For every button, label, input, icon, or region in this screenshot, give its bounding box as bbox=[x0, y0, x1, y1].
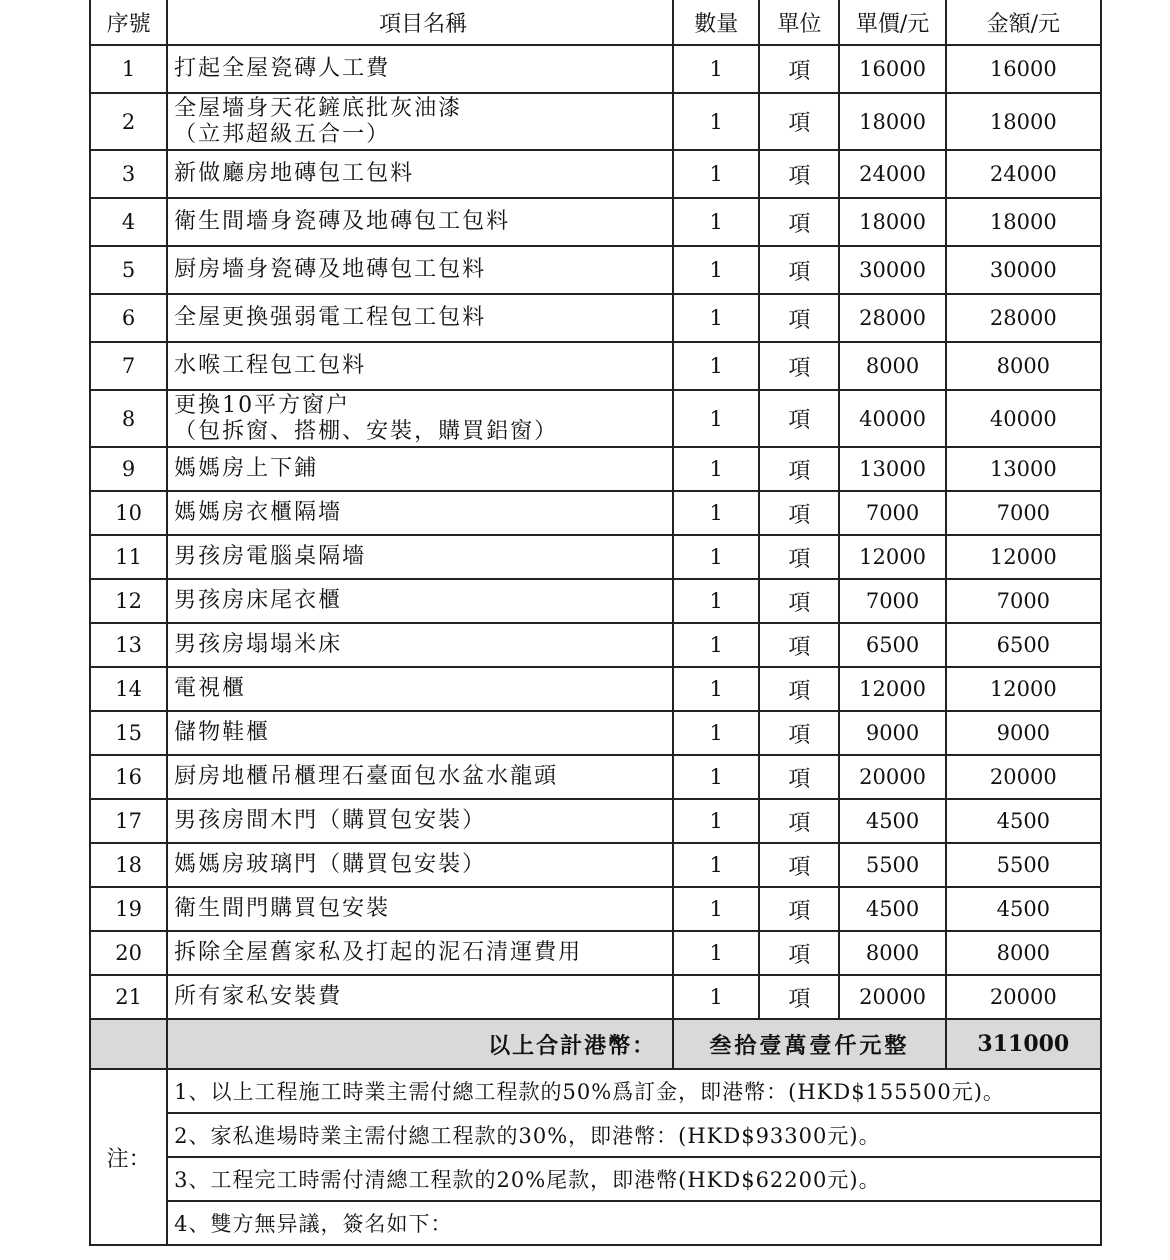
total-label: 以上合計港幣： bbox=[167, 1019, 673, 1069]
row-unit: 項 bbox=[759, 887, 839, 931]
row-unit-price: 28000 bbox=[839, 294, 945, 342]
row-quantity: 1 bbox=[673, 93, 759, 150]
row-amount: 30000 bbox=[946, 246, 1101, 294]
row-unit-price: 18000 bbox=[839, 198, 945, 246]
row-unit-price: 16000 bbox=[839, 45, 945, 93]
row-unit-price: 7000 bbox=[839, 579, 945, 623]
table-header-row bbox=[90, 0, 1101, 45]
row-quantity: 1 bbox=[673, 799, 759, 843]
row-unit-price: 20000 bbox=[839, 755, 945, 799]
note-row bbox=[90, 1069, 1101, 1113]
header-item-name: 項目名稱 bbox=[167, 0, 673, 45]
row-item-name bbox=[167, 150, 673, 198]
row-amount: 6500 bbox=[946, 623, 1101, 667]
item-name-line: 媽媽房上下鋪 bbox=[174, 456, 319, 481]
row-item-name bbox=[167, 623, 673, 667]
row-unit-price: 20000 bbox=[839, 975, 945, 1019]
row-unit: 項 bbox=[759, 447, 839, 491]
quotation-table bbox=[89, 0, 1102, 1246]
row-item-name bbox=[167, 342, 673, 390]
row-unit: 項 bbox=[759, 711, 839, 755]
row-seq: 13 bbox=[90, 623, 167, 667]
row-seq: 9 bbox=[90, 447, 167, 491]
row-amount: 8000 bbox=[946, 342, 1101, 390]
row-seq: 15 bbox=[90, 711, 167, 755]
table-row bbox=[90, 931, 1101, 975]
row-unit: 項 bbox=[759, 667, 839, 711]
table-row bbox=[90, 294, 1101, 342]
row-seq: 2 bbox=[90, 93, 167, 150]
row-seq: 16 bbox=[90, 755, 167, 799]
row-seq: 20 bbox=[90, 931, 167, 975]
item-name-subline: （立邦超級五合一） bbox=[174, 121, 391, 147]
row-amount: 4500 bbox=[946, 799, 1101, 843]
row-amount: 12000 bbox=[946, 535, 1101, 579]
row-seq: 5 bbox=[90, 246, 167, 294]
table-row bbox=[90, 93, 1101, 150]
row-seq: 11 bbox=[90, 535, 167, 579]
note-item: 2、家私進場時業主需付總工程款的30%，即港幣：(HKD$93300元)。 bbox=[167, 1113, 1101, 1157]
table-row bbox=[90, 198, 1101, 246]
row-unit: 項 bbox=[759, 45, 839, 93]
row-seq: 21 bbox=[90, 975, 167, 1019]
item-name-line: 衛生間門購買包安裝 bbox=[174, 896, 391, 921]
row-unit: 項 bbox=[759, 755, 839, 799]
row-item-name bbox=[167, 887, 673, 931]
note-item: 1、以上工程施工時業主需付總工程款的50%爲訂金，即港幣：(HKD$155500元)。 bbox=[167, 1069, 1101, 1113]
row-unit-price: 40000 bbox=[839, 390, 945, 447]
row-unit: 項 bbox=[759, 93, 839, 150]
row-item-name bbox=[167, 491, 673, 535]
row-unit: 項 bbox=[759, 799, 839, 843]
row-unit-price: 8000 bbox=[839, 342, 945, 390]
item-name-line: 拆除全屋舊家私及打起的泥石清運費用 bbox=[174, 940, 583, 965]
item-name-line: 厨房墻身瓷磚及地磚包工包料 bbox=[174, 257, 487, 282]
row-unit-price: 9000 bbox=[839, 711, 945, 755]
row-quantity: 1 bbox=[673, 535, 759, 579]
item-name-line: 全屋墻身天花鏟底批灰油漆 bbox=[174, 95, 463, 121]
total-amount: 311000 bbox=[946, 1019, 1101, 1069]
row-quantity: 1 bbox=[673, 711, 759, 755]
row-unit-price: 24000 bbox=[839, 150, 945, 198]
row-unit: 項 bbox=[759, 623, 839, 667]
row-item-name bbox=[167, 447, 673, 491]
item-name-line: 打起全屋瓷磚人工費 bbox=[174, 56, 391, 81]
row-unit: 項 bbox=[759, 579, 839, 623]
item-name-line: 男孩房床尾衣櫃 bbox=[174, 588, 343, 613]
row-amount: 9000 bbox=[946, 711, 1101, 755]
row-quantity: 1 bbox=[673, 447, 759, 491]
table-row bbox=[90, 667, 1101, 711]
row-amount: 7000 bbox=[946, 579, 1101, 623]
note-row bbox=[90, 1201, 1101, 1245]
row-amount: 24000 bbox=[946, 150, 1101, 198]
row-amount: 20000 bbox=[946, 755, 1101, 799]
row-quantity: 1 bbox=[673, 931, 759, 975]
row-unit: 項 bbox=[759, 975, 839, 1019]
row-unit-price: 13000 bbox=[839, 447, 945, 491]
row-quantity: 1 bbox=[673, 150, 759, 198]
row-amount: 7000 bbox=[946, 491, 1101, 535]
item-name-line: 厨房地櫃吊櫃理石臺面包水盆水龍頭 bbox=[174, 764, 559, 789]
row-amount: 4500 bbox=[946, 887, 1101, 931]
table-row bbox=[90, 623, 1101, 667]
row-seq: 3 bbox=[90, 150, 167, 198]
table-row bbox=[90, 799, 1101, 843]
note-row bbox=[90, 1157, 1101, 1201]
row-item-name bbox=[167, 711, 673, 755]
notes-label: 注： bbox=[90, 1069, 167, 1245]
row-seq: 19 bbox=[90, 887, 167, 931]
header-unit-price: 單價/元 bbox=[839, 0, 945, 45]
table-row bbox=[90, 342, 1101, 390]
row-item-name bbox=[167, 667, 673, 711]
row-unit-price: 12000 bbox=[839, 535, 945, 579]
row-item-name bbox=[167, 390, 673, 447]
row-seq: 7 bbox=[90, 342, 167, 390]
row-quantity: 1 bbox=[673, 294, 759, 342]
row-seq: 6 bbox=[90, 294, 167, 342]
table-row bbox=[90, 843, 1101, 887]
item-name-line: 媽媽房衣櫃隔墻 bbox=[174, 500, 343, 525]
row-unit-price: 8000 bbox=[839, 931, 945, 975]
row-amount: 5500 bbox=[946, 843, 1101, 887]
row-quantity: 1 bbox=[673, 198, 759, 246]
row-amount: 12000 bbox=[946, 667, 1101, 711]
table-row bbox=[90, 579, 1101, 623]
total-empty-cell bbox=[90, 1019, 167, 1069]
row-amount: 20000 bbox=[946, 975, 1101, 1019]
row-quantity: 1 bbox=[673, 623, 759, 667]
row-unit-price: 7000 bbox=[839, 491, 945, 535]
row-item-name bbox=[167, 198, 673, 246]
table-row bbox=[90, 887, 1101, 931]
row-unit-price: 6500 bbox=[839, 623, 945, 667]
row-item-name bbox=[167, 93, 673, 150]
row-unit: 項 bbox=[759, 342, 839, 390]
row-unit: 項 bbox=[759, 246, 839, 294]
row-amount: 16000 bbox=[946, 45, 1101, 93]
table-row bbox=[90, 711, 1101, 755]
item-name-line: 水喉工程包工包料 bbox=[174, 353, 367, 378]
row-seq: 18 bbox=[90, 843, 167, 887]
row-unit: 項 bbox=[759, 150, 839, 198]
item-name-line: 男孩房間木門（購買包安裝） bbox=[174, 808, 487, 833]
table-row bbox=[90, 447, 1101, 491]
row-unit: 項 bbox=[759, 491, 839, 535]
row-seq: 14 bbox=[90, 667, 167, 711]
item-name-line: 所有家私安裝費 bbox=[174, 984, 343, 1009]
item-name-line: 男孩房塌塌米床 bbox=[174, 632, 343, 657]
row-unit-price: 30000 bbox=[839, 246, 945, 294]
row-item-name bbox=[167, 799, 673, 843]
item-name-line: 新做廳房地磚包工包料 bbox=[174, 161, 415, 186]
row-unit-price: 5500 bbox=[839, 843, 945, 887]
row-unit: 項 bbox=[759, 294, 839, 342]
item-name-line: 更換10平方窗户 bbox=[174, 392, 351, 418]
row-unit-price: 18000 bbox=[839, 93, 945, 150]
row-amount: 40000 bbox=[946, 390, 1101, 447]
row-unit-price: 4500 bbox=[839, 799, 945, 843]
note-row bbox=[90, 1113, 1101, 1157]
header-seq: 序號 bbox=[90, 0, 167, 45]
row-quantity: 1 bbox=[673, 887, 759, 931]
row-quantity: 1 bbox=[673, 342, 759, 390]
table-row bbox=[90, 975, 1101, 1019]
item-name-line: 媽媽房玻璃門（購買包安裝） bbox=[174, 852, 487, 877]
item-name-line: 儲物鞋櫃 bbox=[174, 720, 271, 745]
header-amount: 金額/元 bbox=[946, 0, 1101, 45]
header-unit: 單位 bbox=[759, 0, 839, 45]
table-body bbox=[90, 45, 1101, 1019]
row-amount: 18000 bbox=[946, 198, 1101, 246]
item-name-line: 男孩房電腦桌隔墻 bbox=[174, 544, 367, 569]
row-quantity: 1 bbox=[673, 491, 759, 535]
row-unit: 項 bbox=[759, 390, 839, 447]
row-quantity: 1 bbox=[673, 667, 759, 711]
row-item-name bbox=[167, 579, 673, 623]
row-unit: 項 bbox=[759, 843, 839, 887]
row-amount: 18000 bbox=[946, 93, 1101, 150]
row-quantity: 1 bbox=[673, 975, 759, 1019]
row-quantity: 1 bbox=[673, 579, 759, 623]
row-item-name bbox=[167, 535, 673, 579]
row-item-name bbox=[167, 246, 673, 294]
row-item-name bbox=[167, 294, 673, 342]
note-item: 3、工程完工時需付清總工程款的20%尾款，即港幣(HKD$62200元)。 bbox=[167, 1157, 1101, 1201]
row-unit: 項 bbox=[759, 931, 839, 975]
row-amount: 8000 bbox=[946, 931, 1101, 975]
table-row bbox=[90, 491, 1101, 535]
item-name-line: 全屋更換强弱電工程包工包料 bbox=[174, 305, 487, 330]
item-name-line: 電視櫃 bbox=[174, 676, 247, 701]
row-seq: 10 bbox=[90, 491, 167, 535]
total-row bbox=[90, 1019, 1101, 1069]
row-item-name bbox=[167, 931, 673, 975]
row-item-name bbox=[167, 755, 673, 799]
row-amount: 28000 bbox=[946, 294, 1101, 342]
header-quantity: 數量 bbox=[673, 0, 759, 45]
table-row bbox=[90, 150, 1101, 198]
row-unit-price: 4500 bbox=[839, 887, 945, 931]
row-seq: 8 bbox=[90, 390, 167, 447]
table-row bbox=[90, 535, 1101, 579]
item-name-line: 衛生間墻身瓷磚及地磚包工包料 bbox=[174, 209, 511, 234]
row-quantity: 1 bbox=[673, 843, 759, 887]
row-quantity: 1 bbox=[673, 45, 759, 93]
table-row bbox=[90, 390, 1101, 447]
row-unit: 項 bbox=[759, 535, 839, 579]
row-unit: 項 bbox=[759, 198, 839, 246]
row-quantity: 1 bbox=[673, 755, 759, 799]
table-row bbox=[90, 45, 1101, 93]
row-item-name bbox=[167, 975, 673, 1019]
total-amount-words: 叁拾壹萬壹仟元整 bbox=[673, 1019, 946, 1069]
note-item: 4、雙方無异議，簽名如下： bbox=[167, 1201, 1101, 1245]
row-unit-price: 12000 bbox=[839, 667, 945, 711]
row-quantity: 1 bbox=[673, 390, 759, 447]
table-row bbox=[90, 755, 1101, 799]
table-row bbox=[90, 246, 1101, 294]
row-quantity: 1 bbox=[673, 246, 759, 294]
row-amount: 13000 bbox=[946, 447, 1101, 491]
row-item-name bbox=[167, 843, 673, 887]
row-seq: 4 bbox=[90, 198, 167, 246]
row-seq: 17 bbox=[90, 799, 167, 843]
row-seq: 1 bbox=[90, 45, 167, 93]
item-name-subline: （包拆窗、搭棚、安裝，購買鋁窗） bbox=[174, 418, 559, 444]
row-item-name bbox=[167, 45, 673, 93]
row-seq: 12 bbox=[90, 579, 167, 623]
